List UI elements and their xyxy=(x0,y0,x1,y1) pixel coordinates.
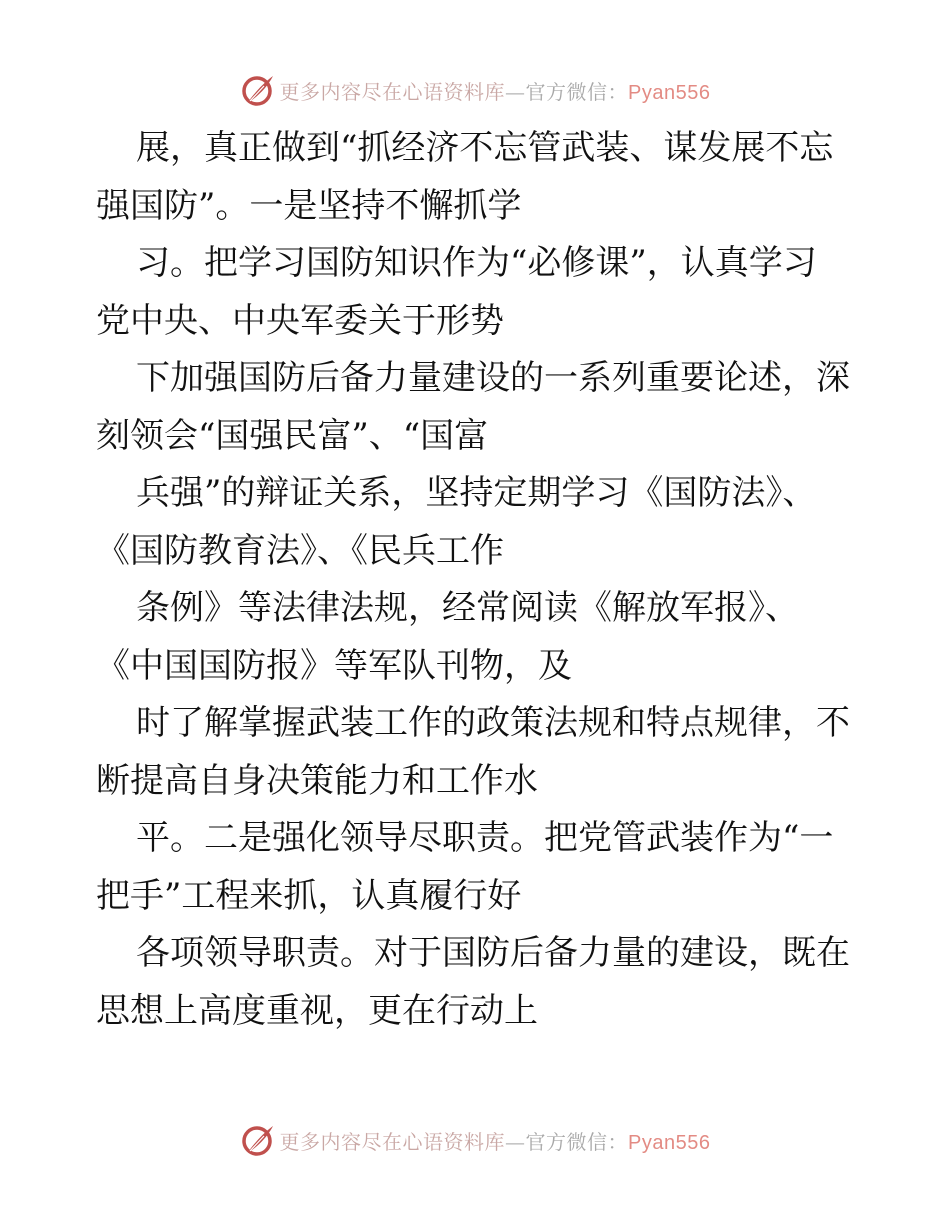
text-line: 下加强国防后备力量建设的一系列重要论述，深 xyxy=(136,358,850,398)
text-line: 时了解掌握武装工作的政策法规和特点规律，不 xyxy=(136,703,850,743)
watermark-wechat-id: Pyan556 xyxy=(628,1131,711,1154)
text-line: 各项领导职责。对于国防后备力量的建设，既在 xyxy=(136,933,850,973)
footer-watermark xyxy=(0,1120,950,1160)
text-line: 把手”工程来抓，认真履行好 xyxy=(96,875,522,916)
text-line: 强国防”。一是坚持不懈抓学 xyxy=(96,185,522,226)
watermark-wechat-label: 官方微信： xyxy=(525,1129,629,1154)
feather-pen-logo-icon xyxy=(240,1122,276,1158)
body-text xyxy=(96,120,856,1040)
text-line: 平。二是强化领导尽职责。把党管武装作为“一 xyxy=(136,818,834,858)
text-line: 断提高自身决策能力和工作水 xyxy=(96,760,538,801)
text-line: 兵强”的辩证关系，坚持定期学习《国防法》、 xyxy=(136,473,817,513)
text-line: 展，真正做到“抓经济不忘管武装、谋发展不忘 xyxy=(136,128,834,168)
watermark-title: 更多内容尽在心语资料库 xyxy=(279,79,506,104)
text-line: 思想上高度重视，更在行动上 xyxy=(96,990,538,1031)
watermark-dash: — xyxy=(505,79,526,104)
watermark-wechat-label: 官方微信： xyxy=(525,79,629,104)
text-line: 条例》等法律法规，经常阅读《解放军报》、 xyxy=(136,588,799,628)
watermark-title: 更多内容尽在心语资料库 xyxy=(279,1129,506,1154)
text-line: 《中国国防报》等军队刊物，及 xyxy=(96,645,572,686)
text-line: 刻领会“国强民富”、“国富 xyxy=(96,415,489,456)
watermark-wechat-id: Pyan556 xyxy=(628,81,711,104)
header-watermark xyxy=(0,70,950,110)
watermark-dash: — xyxy=(505,1129,526,1154)
text-line: 《国防教育法》、《民兵工作 xyxy=(96,530,504,571)
text-line: 党中央、中央军委关于形势 xyxy=(96,300,504,341)
text-line: 习。把学习国防知识作为“必修课”，认真学习 xyxy=(136,243,817,283)
feather-pen-logo-icon xyxy=(240,72,276,108)
